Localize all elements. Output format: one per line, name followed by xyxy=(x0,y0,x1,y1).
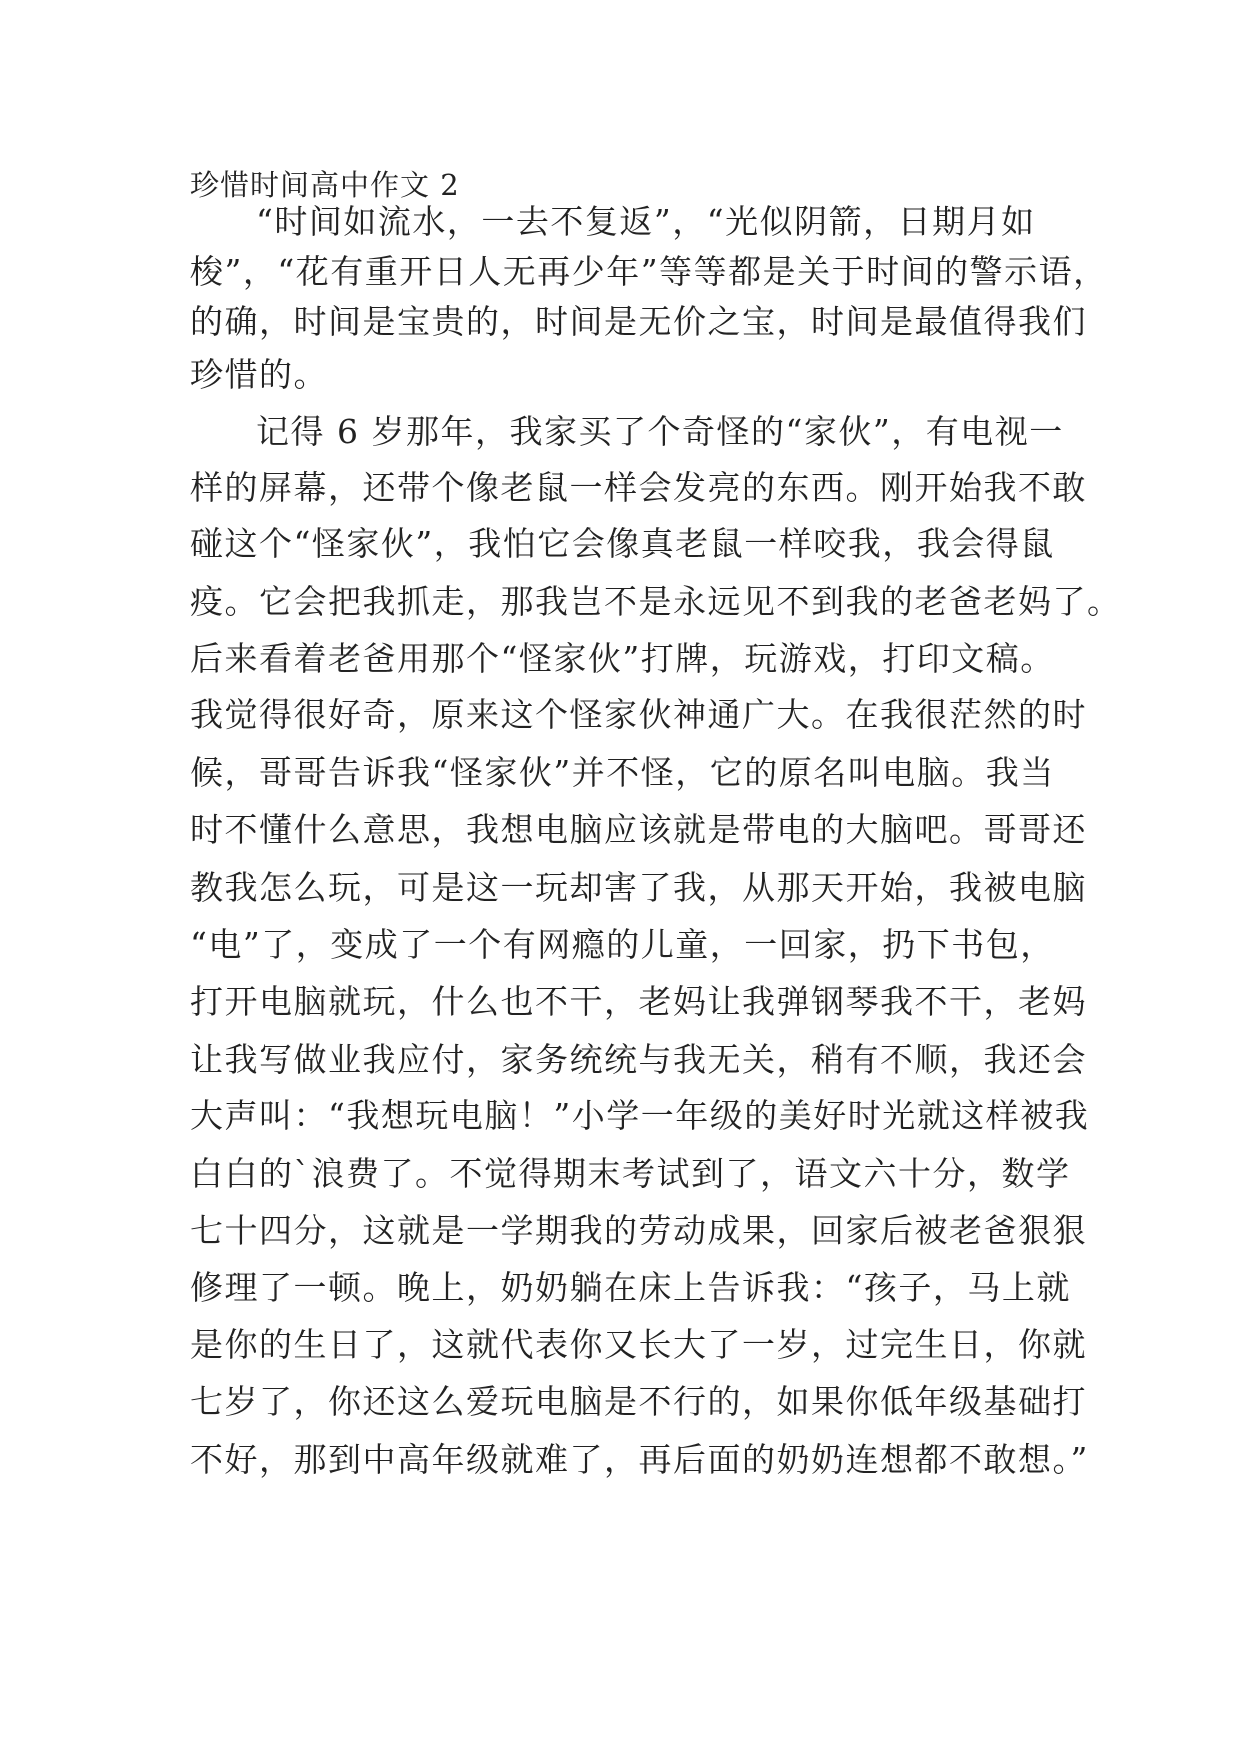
text-line: 让我写做业我应付，家务统统与我无关，稍有不顺，我还会 xyxy=(190,1040,1087,1079)
text-line: 不好，那到中高年级就难了，再后面的奶奶连想都不敢想。” xyxy=(190,1440,1089,1479)
text-line: “电”了，变成了一个有网瘾的儿童，一回家，扔下书包， xyxy=(190,925,1055,964)
text-line: 记得 6 岁那年，我家买了个奇怪的“家伙”，有电视一 xyxy=(256,412,1064,451)
text-line: 时不懂什么意思，我想电脑应该就是带电的大脑吧。哥哥还 xyxy=(190,810,1087,849)
document-title: 珍惜时间高中作文 2 xyxy=(190,168,460,202)
text-line: 疫。它会把我抓走，那我岂不是永远见不到我的老爸老妈了。 xyxy=(190,582,1122,621)
text-line: 珍惜的。 xyxy=(190,355,328,394)
text-line: 教我怎么玩，可是这一玩却害了我，从那天开始，我被电脑 xyxy=(190,868,1087,907)
text-line: 样的屏幕，还带个像老鼠一样会发亮的东西。刚开始我不敢 xyxy=(190,468,1087,507)
text-line: 的确，时间是宝贵的，时间是无价之宝，时间是最值得我们 xyxy=(190,302,1087,341)
text-line: 七十四分，这就是一学期我的劳动成果，回家后被老爸狠狠 xyxy=(190,1211,1087,1250)
text-line: 梭”，“花有重开日人无再少年”等等都是关于时间的警示语， xyxy=(190,252,1108,291)
text-line: 我觉得很好奇，原来这个怪家伙神通广大。在我很茫然的时 xyxy=(190,695,1087,734)
text-line: 候，哥哥告诉我“怪家伙”并不怪，它的原名叫电脑。我当 xyxy=(190,753,1055,792)
text-line: 打开电脑就玩，什么也不干，老妈让我弹钢琴我不干，老妈 xyxy=(190,982,1087,1021)
text-line: 七岁了，你还这么爱玩电脑是不行的，如果你低年级基础打 xyxy=(190,1382,1087,1421)
text-line: 修理了一顿。晚上，奶奶躺在床上告诉我：“孩子，马上就 xyxy=(190,1268,1071,1307)
text-line: 后来看着老爸用那个“怪家伙”打牌，玩游戏，打印文稿。 xyxy=(190,639,1055,678)
text-line: 大声叫：“我想玩电脑！”小学一年级的美好时光就这样被我 xyxy=(190,1096,1090,1135)
text-line: “时间如流水，一去不复返”，“光似阴箭，日期月如 xyxy=(256,202,1036,241)
text-line: 白白的`浪费了。不觉得期末考试到了，语文六十分，数学 xyxy=(190,1154,1071,1193)
text-line: 是你的生日了，这就代表你又长大了一岁，过完生日，你就 xyxy=(190,1325,1087,1364)
text-line: 碰这个“怪家伙”，我怕它会像真老鼠一样咬我，我会得鼠 xyxy=(190,524,1055,563)
